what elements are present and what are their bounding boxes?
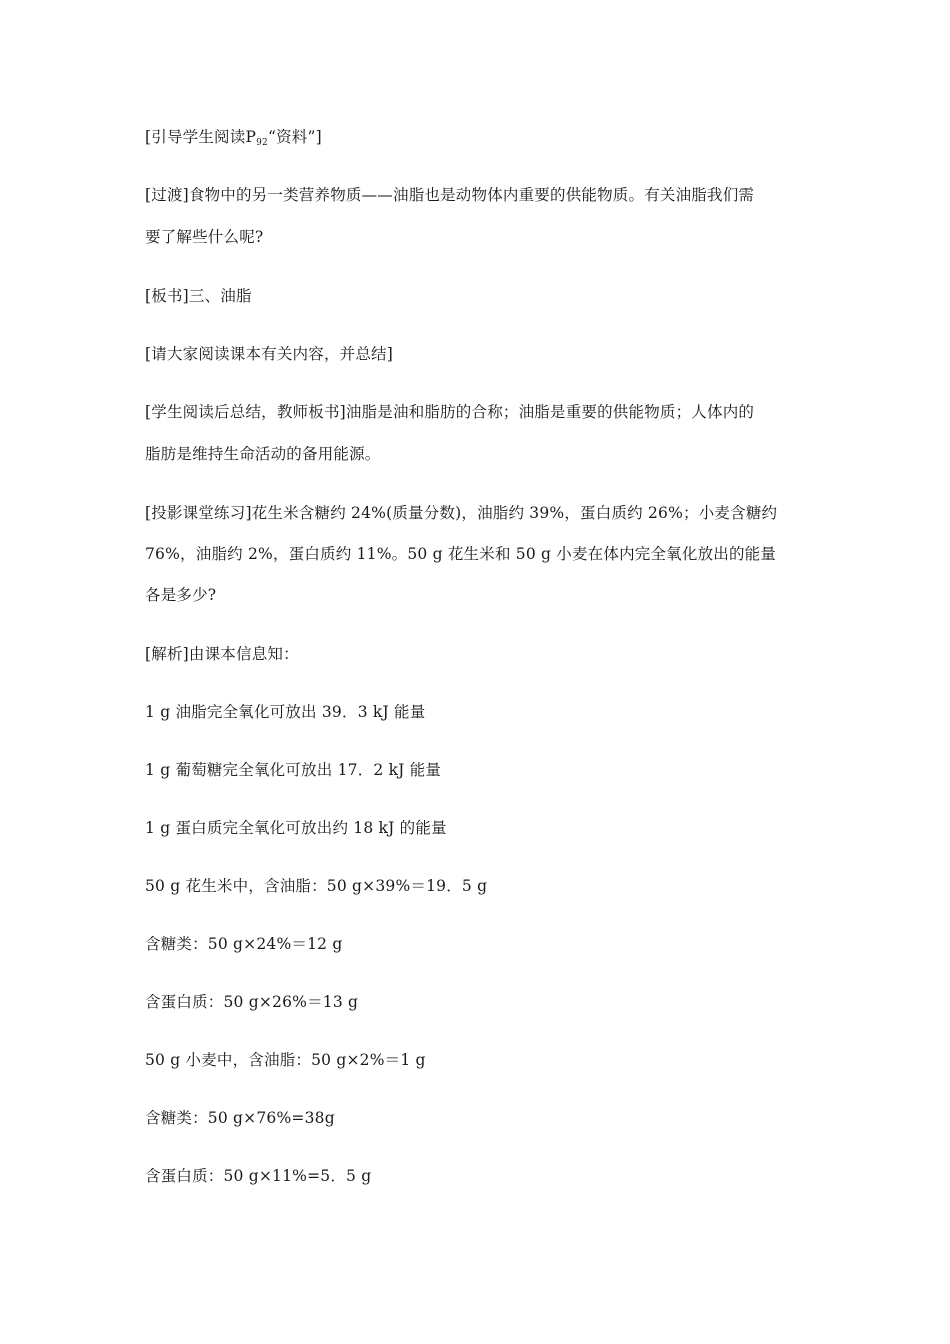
exercise-line-2: 76%，油脂约 2%，蛋白质约 11%。50 g 花生米和 50 g 小麦在体内完全氧化放出的能量 — [145, 545, 777, 563]
protein-energy-line: 1 g 蛋白质完全氧化可放出约 18 kJ 的能量 — [145, 819, 447, 837]
wheat-sugar-line: 含糖类：50 g×76%=38g — [145, 1109, 335, 1127]
reading-instruction: [请大家阅读课本有关内容，并总结] — [145, 345, 393, 363]
wheat-protein-line: 含蛋白质：50 g×11%=5．5 g — [145, 1167, 372, 1185]
exercise-line-3: 各是多少? — [145, 586, 217, 604]
peanut-protein-line: 含蛋白质：50 g×26%＝13 g — [145, 993, 359, 1011]
glucose-energy-line: 1 g 葡萄糖完全氧化可放出 17．2 kJ 能量 — [145, 761, 442, 779]
reading-guide-line — [145, 127, 322, 153]
peanut-sugar-line: 含糖类：50 g×24%＝12 g — [145, 935, 343, 953]
page-ref-number: 92 — [256, 138, 268, 148]
analysis-heading: [解析]由课本信息知： — [145, 645, 299, 663]
summary-line-1: [学生阅读后总结，教师板书]油脂是油和脂肪的合称；油脂是重要的供能物质；人体内的 — [145, 403, 755, 421]
transition-line-1: [过渡]食物中的另一类营养物质——油脂也是动物体内重要的供能物质。有关油脂我们需 — [145, 186, 755, 204]
wheat-fat-line: 50 g 小麦中，含油脂：50 g×2%＝1 g — [145, 1051, 426, 1069]
exercise-line-1: [投影课堂练习]花生米含糖约 24%(质量分数)，油脂约 39%，蛋白质约 26%；小麦含糖约 — [145, 504, 778, 522]
reading-guide-end: “资料”] — [267, 128, 322, 146]
page-ref-letter: P — [245, 128, 257, 146]
summary-line-2: 脂肪是维持生命活动的备用能源。 — [145, 445, 381, 463]
fat-energy-line: 1 g 油脂完全氧化可放出 39．3 kJ 能量 — [145, 703, 426, 721]
transition-line-2: 要了解些什么呢? — [145, 228, 264, 246]
board-heading-oils: [板书]三、油脂 — [145, 287, 252, 305]
peanut-fat-line: 50 g 花生米中，含油脂：50 g×39%＝19．5 g — [145, 877, 488, 895]
reading-guide-text: [引导学生阅读 — [145, 128, 246, 146]
